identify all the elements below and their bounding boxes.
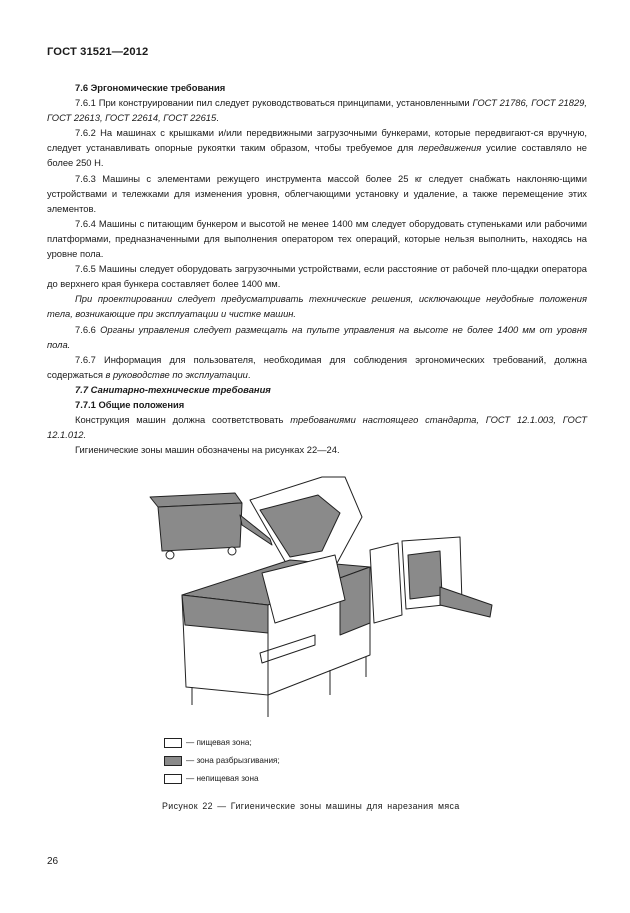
paragraph-7-6-5-note [47,291,587,321]
zone-legend [164,734,280,788]
paragraph-text: . [247,368,251,380]
paragraph-7-6-4: 7.6.4 Машины с питающим бункером и высотой не менее 1400 мм следует оборудовать ступеньками или рабочими платформами, предназначенными для выполнения оператором тех операций, которые нельзя выполнить, находясь на уровне пола. [47,217,587,260]
legend-label: — непищевая зона [186,774,259,783]
section-7-7-title-text: 7.7 Санитарно-технические требования [75,383,271,395]
legend-swatch-non-food-zone [164,774,182,784]
paragraph-7-7-1 [47,412,587,442]
trolley-wheel [166,551,174,559]
paragraph-7-6-6 [47,322,587,352]
panel-splash-zone [408,551,442,599]
section-7-7-title [47,382,587,397]
paragraph-text: усилие составляло не более 250 Н. [47,142,587,169]
meat-slicer-figure [140,455,500,735]
trolley-wheel [228,547,236,555]
italic-text: в руководстве по эксплуатации [105,368,248,380]
paragraph-text: Конструкция машин должна соответствовать [75,414,291,426]
paragraph-text: . [216,112,219,124]
standard-reference: ГОСТ 21786, ГОСТ 21829, ГОСТ 22613, ГОСТ 22614, ГОСТ 22615 [47,97,587,124]
legend-item-food-zone [164,734,280,752]
section-7-7-1-title: 7.7.1 Общие положения [75,398,185,410]
trolley-bin-body [158,503,242,551]
italic-text: Органы управления следует размещать на пульте управления на высоте не более 1400 мм от уровня пола. [47,323,587,350]
legend-swatch-food-zone [164,738,182,748]
standard-header: ГОСТ 31521—2012 [47,46,149,58]
panel-door [370,543,402,623]
page-number: 26 [47,856,59,867]
legend-swatch-splash-zone [164,756,182,766]
paragraph-7-6-3: 7.6.3 Машины с элементами режущего инструмента массой более 25 кг следует снабжать наклоняю-щими устройствами и тележками для изменения уровня, облегчающими установку и удаление, а также перемещение этих элементов. [47,172,587,214]
paragraph-text: 7.6.1 При конструировании пил следует руководствоваться принципами, установленными [75,97,473,109]
paragraph-text: 7.6.6 [75,323,101,335]
figure-caption: Рисунок 22 — Гигиенические зоны машины для нарезания мяса [162,801,460,811]
document-body [47,80,587,457]
discharge-chute [440,587,492,617]
paragraph-7-6-5: 7.6.5 Машины следует оборудовать загрузочными устройствами, если расстояние от рабочей пло-щадки оператора до верхнего края бункера составляет более 1400 мм. [47,263,587,290]
machine-illustration [140,455,500,735]
italic-text: При проектировании следует предусматривать технические решения, исключающие неудобные положения тела, возникающие при эксплуатации и чистке машин. [47,293,587,320]
section-7-6-title: 7.6 Эргономические требования [75,82,226,93]
italic-text: требованиями настоящего стандарта, ГОСТ 12.1.003, ГОСТ 12.1.012. [47,414,588,441]
paragraph-text: 7.6.7 Информация для пользователя, необходимая для соблюдения эргономических требований, должна содержаться [47,353,587,380]
legend-item-splash-zone [164,752,280,770]
paragraph-text: 7.6.2 На машинах с крышками и/или передвижными загрузочными бункерами, которые передвигают-ся вручную, следует устанавливать опорные рукоятки таким образом, чтобы требуемое для [47,127,587,154]
paragraph-7-6-7 [47,352,587,382]
legend-item-non-food-zone [164,770,280,788]
italic-text: передвижения [418,142,482,154]
paragraph-hygiene-zones: Гигиенические зоны машин обозначены на рисунках 22—24. [75,444,340,456]
legend-label: — пищевая зона; [186,738,252,747]
paragraph-7-6-2 [47,125,587,170]
legend-label: — зона разбрызгивания; [186,756,280,765]
paragraph-7-6-1 [47,95,587,125]
